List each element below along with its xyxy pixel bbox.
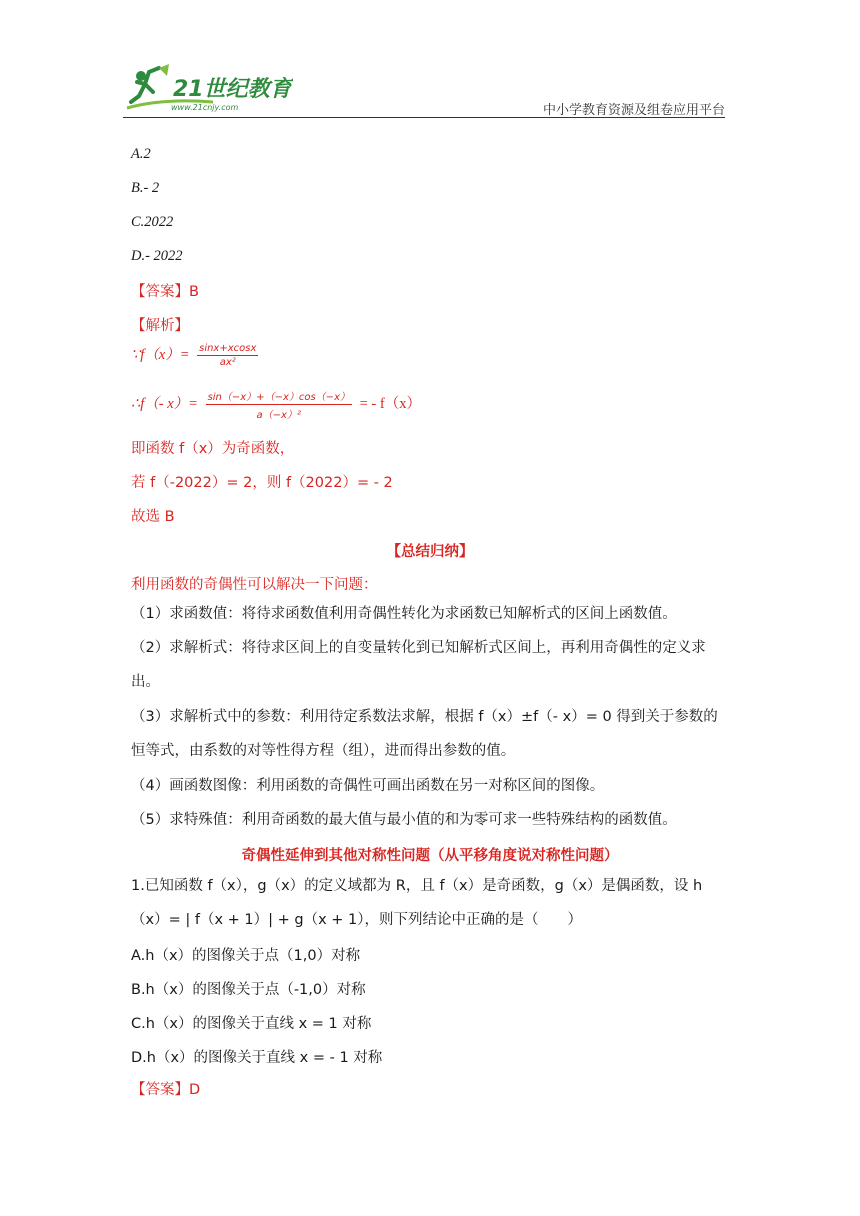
- summary-title: 【总结归纳】: [386, 544, 474, 560]
- analysis-label: 【解析】: [131, 318, 189, 334]
- logo-text: 21世纪教育: [173, 77, 292, 102]
- question-answer: 【答案】D: [131, 1082, 201, 1098]
- platform-name: 中小学教育资源及组卷应用平台: [542, 103, 725, 118]
- question-option-b: B.h（x）的图像关于点（-1,0）对称: [131, 982, 366, 998]
- question-option-a: A.h（x）的图像关于点（1,0）对称: [131, 948, 361, 964]
- formula-f-prefix: ∵f（x）=: [131, 347, 190, 363]
- formula-fneg-prefix: ∴f（- x）=: [131, 395, 198, 412]
- fraction-denominator: ax²: [219, 357, 236, 369]
- option-a: A.2: [131, 146, 151, 162]
- formula-f: [131, 343, 262, 368]
- summary-point-4: （4）画函数图像：利用函数的奇偶性可画出函数在另一对称区间的图像。: [131, 778, 605, 794]
- fraction: [206, 388, 352, 421]
- logo-url: www.21cnjy.com: [171, 103, 239, 112]
- fraction-numerator: sinx+xcosx: [199, 343, 257, 355]
- header-divider: [123, 117, 725, 118]
- option-c: C.2022: [131, 214, 174, 230]
- analysis-odd-function: 即函数 f（x）为奇函数，: [131, 441, 295, 457]
- option-d: D.- 2022: [131, 248, 183, 264]
- summary-point-3: （3）求解析式中的参数：利用待定系数法求解，根据 f（x）±f（- x）= 0 得到关于参数的恒等式，由系数的对等性得方程（组），进而得出参数的值。: [131, 709, 718, 759]
- summary-intro: 利用函数的奇偶性可以解决一下问题：: [131, 577, 378, 593]
- formula-f-neg: [131, 388, 421, 421]
- formula-fneg-suffix: = - f（x）: [359, 395, 421, 412]
- fraction-denominator: a（−x）²: [256, 410, 301, 421]
- summary-point-1: （1）求函数值：将待求函数值利用奇偶性转化为求函数已知解析式的区间上函数值。: [131, 606, 677, 622]
- option-b: B.- 2: [131, 180, 160, 196]
- summary-point-2: （2）求解析式：将待求区间上的自变量转化到已知解析式区间上，再利用奇偶性的定义求出。: [131, 640, 706, 690]
- analysis-value: 若 f（-2022）= 2，则 f（2022）= - 2: [131, 475, 393, 491]
- analysis-choose: 故选 B: [131, 509, 175, 525]
- question-option-d: D.h（x）的图像关于直线 x = - 1 对称: [131, 1050, 383, 1066]
- page-header: [123, 62, 725, 118]
- section-title: 奇偶性延伸到其他对称性问题（从平移角度说对称性问题）: [241, 848, 619, 864]
- fraction-numerator: sin（−x）+（−x）cos（−x）: [206, 388, 352, 405]
- question-stem: 1.已知函数 f（x），g（x）的定义域都为 R，且 f（x）是奇函数，g（x）是偶函数，设 h（x）= | f（x + 1）| + g（x + 1），则下列结论中正确的是（ ）: [131, 878, 703, 928]
- answer-label: 【答案】B: [131, 284, 199, 300]
- summary-point-5: （5）求特殊值：利用奇函数的最大值与最小值的和为零可求一些特殊结构的函数值。: [131, 812, 677, 828]
- fraction: [197, 343, 258, 368]
- 21cnjy-logo: [123, 62, 293, 114]
- question-option-c: C.h（x）的图像关于直线 x = 1 对称: [131, 1016, 372, 1032]
